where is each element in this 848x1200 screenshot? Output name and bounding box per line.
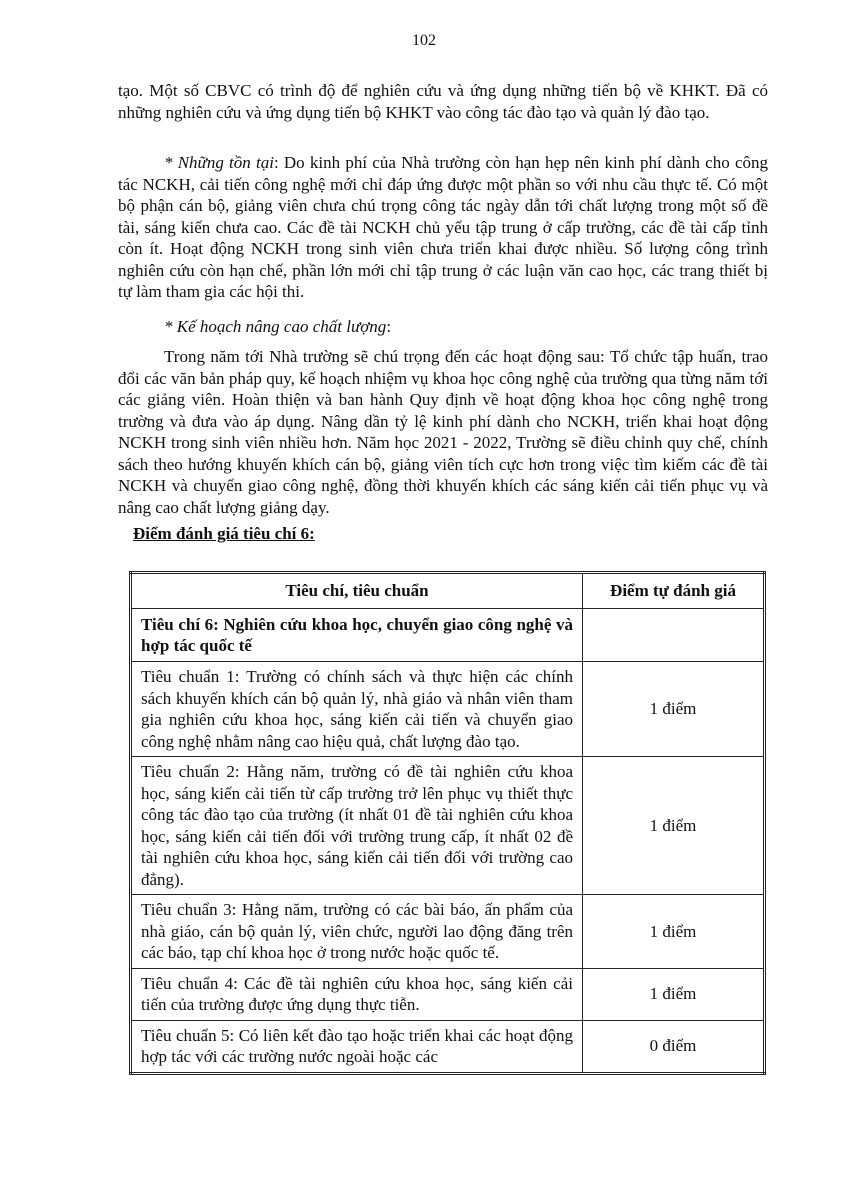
page-number: 102 xyxy=(412,32,436,49)
plan-text: Trong năm tới Nhà trường sẽ chú trọng đến các hoạt động sau: Tổ chức tập huấn, trao đổi các văn bản pháp quy, kế hoạch nhiệm vụ khoa học công nghệ của trường qua từng năm tới các giảng viên. Hoàn thiện và ban hành Quy định về hoạt động khoa học công nghệ trong trường và đưa vào áp dụng. Nâng dần tỷ lệ kinh phí dành cho NCKH, triển khai hoạt động NCKH trong sinh viên nhiều hơn. Năm học 2021 - 2022, Trường sẽ điều chỉnh quy chế, chính sách theo hướng khuyến khích cán bộ, giảng viên tích cực hơn trong việc tìm kiếm các đề tài NCKH và chuyển giao công nghệ, đồng thời khuyến khích các sáng kiến cải tiến phục vụ và nâng cao chất lượng giảng dạy. xyxy=(118,347,768,517)
criterion-cell: Tiêu chuẩn 1: Trường có chính sách và thực hiện các chính sách khuyến khích cán bộ quản lý, nhà giáo và nhân viên tham gia nghiên cứu khoa học, sáng kiến cải tiến và chuyển giao công nghệ nhằm nâng cao hiệu quả, chất lượng đào tạo. xyxy=(131,662,583,757)
shortcomings-label: * Những tồn tại xyxy=(164,153,274,172)
plan-label: * Kế hoạch nâng cao chất lượng xyxy=(164,317,387,336)
table-row xyxy=(131,1020,765,1073)
table-row xyxy=(131,968,765,1020)
table-row xyxy=(131,662,765,757)
paragraph-text: tạo. Một số CBVC có trình độ để nghiên cứu và ứng dụng những tiến bộ về KHKT. Đã có những nghiên cứu và ứng dụng tiến bộ KHKT vào công tác đào tạo và quản lý đào tạo. xyxy=(118,81,768,122)
score-table xyxy=(129,571,766,1075)
score-cell: 0 điểm xyxy=(583,1020,765,1073)
paragraph-intro xyxy=(118,80,768,123)
score-cell: 1 điểm xyxy=(583,895,765,969)
shortcomings-text: : Do kinh phí của Nhà trường còn hạn hẹp nên kinh phí dành cho công tác NCKH, cải tiến công nghệ mới chỉ đáp ứng được một phần so với nhu cầu thực tế. Có một bộ phận cán bộ, giảng viên chưa chú trọng công tác ngày dẫn tới chất lượng trong một số đề tài, sáng kiến chưa cao. Các đề tài NCKH chủ yếu tập trung ở cấp trường, các đề tài cấp tỉnh còn ít. Hoạt động NCKH trong sinh viên chưa triển khai được nhiều. Số lượng công trình nghiên cứu còn hạn chế, phần lớn mới chỉ tập trung ở các luận văn cao học, các trang thiết bị tự làm tham gia các hội thi. xyxy=(118,153,768,301)
table-row xyxy=(131,757,765,895)
header-criteria: Tiêu chí, tiêu chuẩn xyxy=(131,573,583,609)
plan-colon: : xyxy=(386,317,392,336)
criterion-cell: Tiêu chuẩn 3: Hằng năm, trường có các bài báo, ấn phẩm của nhà giáo, cán bộ quản lý, viên chức, người lao động đăng trên các báo, tạp chí khoa học ở trong nước hoặc quốc tế. xyxy=(131,895,583,969)
group-title: Tiêu chí 6: Nghiên cứu khoa học, chuyển giao công nghệ và hợp tác quốc tế xyxy=(131,609,583,662)
paragraph-plan xyxy=(118,346,768,518)
criterion-cell: Tiêu chuẩn 4: Các đề tài nghiên cứu khoa học, sáng kiến cải tiến của trường được ứng dụng thực tiễn. xyxy=(131,968,583,1020)
criterion-cell: Tiêu chuẩn 5: Có liên kết đào tạo hoặc triển khai các hoạt động hợp tác với các trường nước ngoài hoặc các xyxy=(131,1020,583,1073)
criterion-cell: Tiêu chuẩn 2: Hằng năm, trường có đề tài nghiên cứu khoa học, sáng kiến cải tiến từ cấp trường trở lên phục vụ thiết thực công tác đào tạo của trường (ít nhất 01 đề tài nghiên cứu khoa học, sáng kiến cải tiến đối với trường trung cấp, ít nhất 02 đề tài nghiên cứu khoa học, sáng kiến cải tiến đối với trường cao đẳng). xyxy=(131,757,583,895)
group-score-cell xyxy=(583,609,765,662)
score-cell: 1 điểm xyxy=(583,757,765,895)
score-cell: 1 điểm xyxy=(583,968,765,1020)
score-cell: 1 điểm xyxy=(583,662,765,757)
paragraph-shortcomings xyxy=(118,152,768,303)
section-heading: Điểm đánh giá tiêu chí 6: xyxy=(133,524,315,543)
paragraph-plan-heading xyxy=(118,316,768,338)
table-row xyxy=(131,895,765,969)
table-group-row xyxy=(131,609,765,662)
header-score: Điểm tự đánh giá xyxy=(583,573,765,609)
table-header-row xyxy=(131,573,765,609)
